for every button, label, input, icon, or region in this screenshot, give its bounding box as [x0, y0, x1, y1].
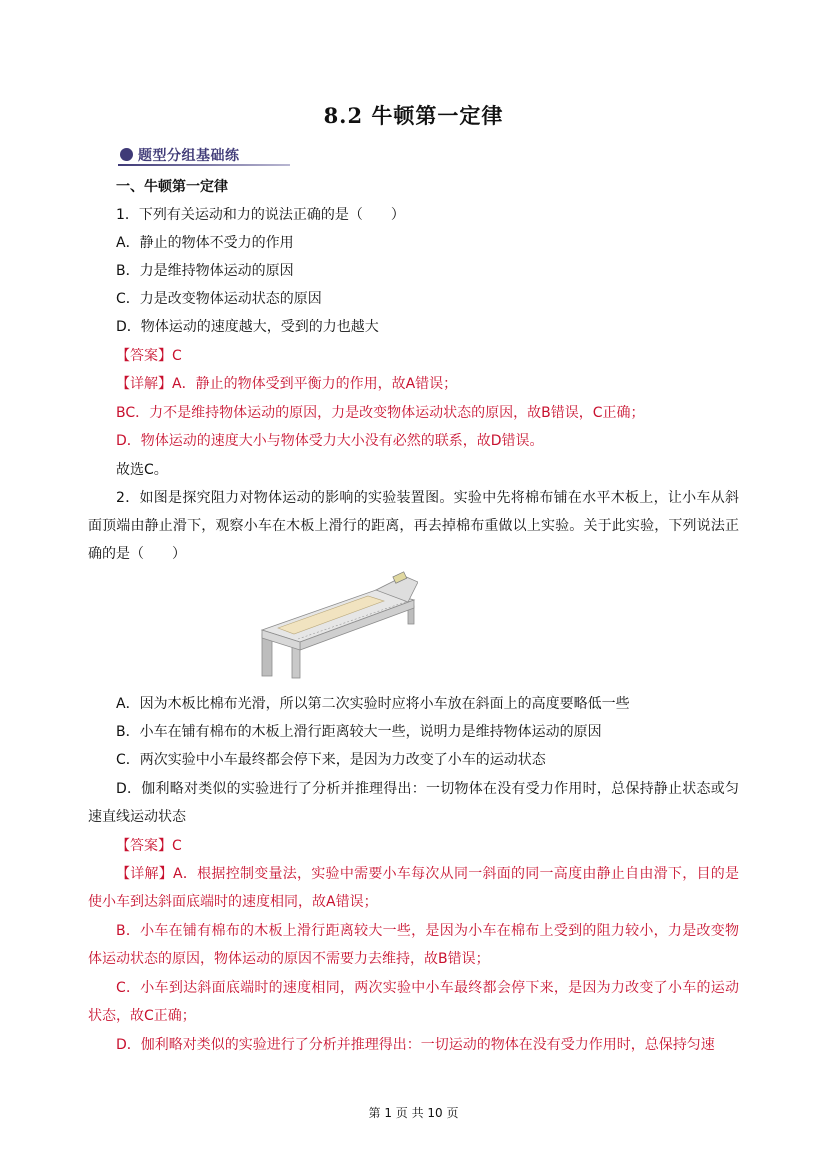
q1-analysis-line: D．物体运动的速度大小与物体受力大小没有必然的联系，故D错误。: [116, 433, 544, 449]
page-footer: 第 1 页 共 10 页: [368, 1106, 459, 1120]
subsection-heading: 一、牛顿第一定律: [116, 179, 228, 195]
q2-option-c: C．两次实验中小车最终都会停下来，是因为力改变了小车的运动状态: [116, 752, 546, 768]
q1-stem: 1．下列有关运动和力的说法正确的是（ ）: [116, 207, 405, 223]
inclined-plane-apparatus-image: [258, 570, 418, 680]
q1-option-d: D．物体运动的速度越大，受到的力也越大: [116, 319, 379, 335]
q1-option-a: A．静止的物体不受力的作用: [116, 235, 294, 251]
q2-answer: 【答案】C: [116, 838, 182, 854]
q2-analysis-a: 【详解】A．根据控制变量法，实验中需要小车每次从同一斜面的同一高度由静止自由滑下，目的是使小车到达斜面底端时的速度相同，故A错误；: [88, 866, 739, 910]
q2-option-a: A．因为木板比棉布光滑，所以第二次实验时应将小车放在斜面上的高度要略低一些: [116, 696, 630, 712]
banner-underline: [118, 164, 290, 166]
q2-analysis-c: C．小车到达斜面底端时的速度相同，两次实验中小车最终都会停下来，是因为力改变了小车的运动状态，故C正确；: [88, 980, 739, 1024]
section-banner-label: 题型分组基础练: [138, 148, 240, 164]
q1-analysis-line: BC．力不是维持物体运动的原因，力是改变物体运动状态的原因，故B错误，C正确；: [116, 405, 645, 421]
section-banner: [118, 145, 290, 167]
q1-answer: 【答案】C: [116, 348, 182, 364]
q2-analysis-d: D．伽利略对类似的实验进行了分析并推理得出：一切运动的物体在没有受力作用时，总保持匀速: [116, 1037, 715, 1053]
q2-option-b: B．小车在铺有棉布的木板上滑行距离较大一些，说明力是维持物体运动的原因: [116, 724, 602, 740]
q2-stem: 2．如图是探究阻力对物体运动的影响的实验装置图。实验中先将棉布铺在水平木板上，让小车从斜面顶端由静止滑下，观察小车在木板上滑行的距离，再去掉棉布重做以上实验。关于此实验，下列说法正确的是（ ）: [88, 490, 739, 562]
q1-conclusion: 故选C。: [116, 462, 168, 478]
q2-analysis-b: B．小车在铺有棉布的木板上滑行距离较大一些，是因为小车在棉布上受到的阻力较小，力是改变物体运动状态的原因，物体运动的原因不需要力去维持，故B错误；: [88, 923, 739, 967]
page-title: 8.2 牛顿第一定律: [323, 103, 504, 128]
bullet-dot-icon: [120, 148, 133, 161]
q1-analysis-line: 【详解】A．静止的物体受到平衡力的作用，故A错误；: [116, 376, 458, 392]
q2-option-d: D．伽利略对类似的实验进行了分析并推理得出：一切物体在没有受力作用时，总保持静止状态或匀速直线运动状态: [88, 781, 739, 825]
q1-option-b: B．力是维持物体运动的原因: [116, 263, 294, 279]
q1-option-c: C．力是改变物体运动状态的原因: [116, 291, 322, 307]
